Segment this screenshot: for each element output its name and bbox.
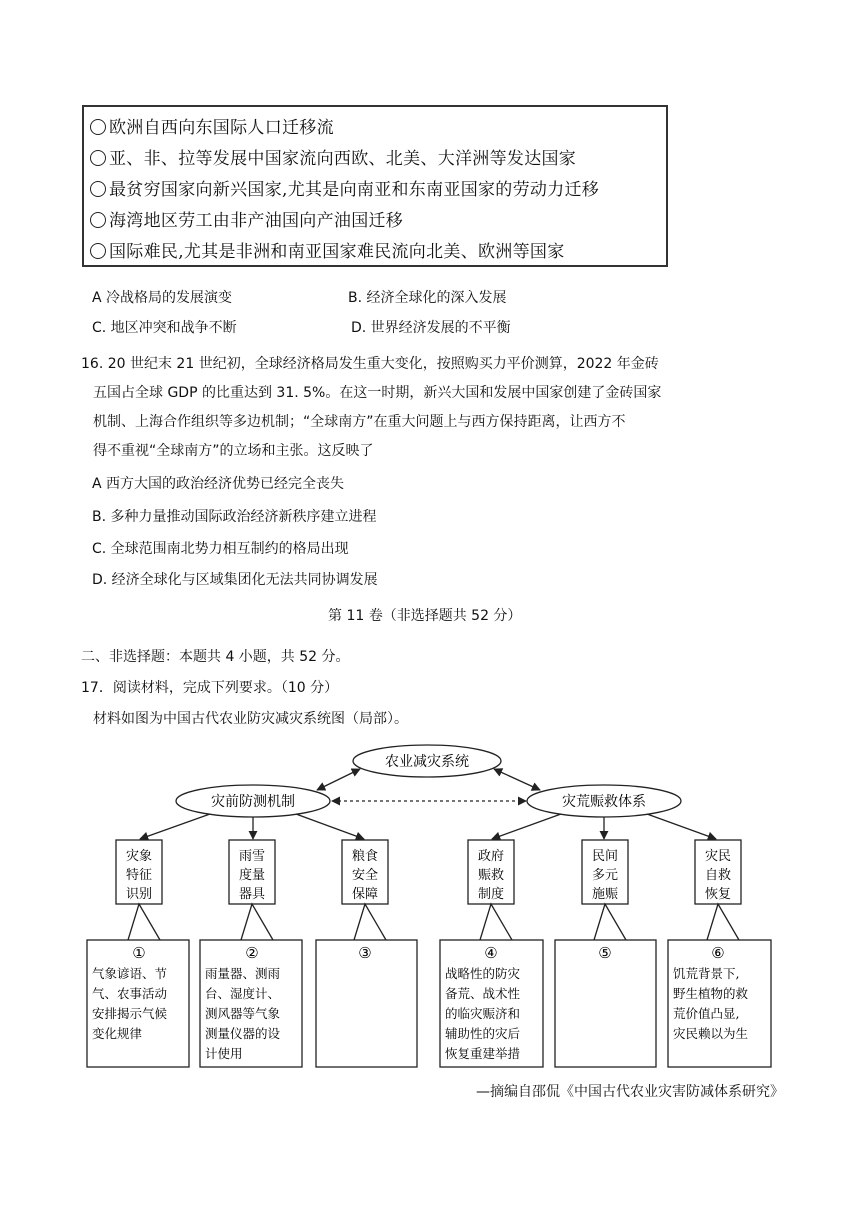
sub-node-label: 自救 [704,868,732,883]
detail-number: ⑤ [598,944,612,962]
sub-node-label: 民间 [591,849,619,864]
sub-node-label: 器具 [238,887,266,902]
detail-number: ③ [358,944,372,962]
detail-text-line: 荒价值凸显, [673,1006,740,1021]
detail-text-line: 台、湿度计、 [205,986,281,1001]
source-citation: —摘编自邵侃《中国古代农业灾害防减体系研究》 [476,1084,784,1100]
migration-line: 欧洲自西向东国际人口迁移流 [90,113,666,144]
detail-text-line: 雨量器、测雨 [205,966,281,981]
sub-node-label: 保障 [351,887,379,902]
detail-text-line: 气、农事活动 [92,986,168,1001]
sub-node-label: 制度 [477,887,505,902]
detail-text-line: 灾民赖以为生 [673,1026,749,1041]
section-instruction: 二、非选择题：本题共 4 小题，共 52 分。 [81,649,350,665]
sub-node-label: 识别 [125,887,153,902]
q16-stem-line: 五国占全球 GDP 的比重达到 31. 5%。在这一时期，新兴大国和发展中国家创建了金砖国家 [93,385,662,401]
q16-stem-line: 机制、上海合作组织等多边机制；“全球南方”在重大问题上与西方保持距离，让西方不 [93,414,626,430]
detail-number: ② [245,944,259,962]
detail-text-line: 气象谚语、节 [92,966,168,981]
q16-option-b[interactable]: B. 多种力量推动国际政治经济新秩序建立进程 [92,509,377,525]
detail-text-line: 测风器等气象 [205,1006,281,1021]
detail-text-line: 的临灾赈济和 [445,1006,521,1021]
q15-option-a[interactable]: A 冷战格局的发展演变 [92,290,233,306]
q16-option-a[interactable]: A 西方大国的政治经济优势已经完全丧失 [92,476,345,492]
q16-option-c[interactable]: C. 全球范围南北势力相互制约的格局出现 [92,541,349,557]
detail-text-line: 辅助性的灾后 [445,1026,521,1041]
sub-node-label: 雨雪 [238,849,266,864]
detail-text-line: 安排揭示气候 [92,1006,168,1021]
q17-stem: 17．阅读材料，完成下列要求。（10 分） [81,680,339,696]
sub-node-label: 安全 [351,868,379,883]
detail-text-line: 饥荒背景下, [673,966,740,981]
q15-option-b[interactable]: B. 经济全球化的深入发展 [348,290,507,306]
left-branch-label: 灾前防测机制 [211,794,295,810]
q16-stem-line: 得不重视“全球南方”的立场和主张。这反映了 [93,443,374,459]
migration-line: 亚、非、拉等发展中国家流向西欧、北美、大洋洲等发达国家 [90,144,666,175]
sub-node-label: 恢复 [704,887,732,902]
sub-node-label: 粮食 [351,849,379,864]
detail-text-line: 恢复重建举措 [445,1046,521,1061]
q16-stem-line: 16. 20 世纪末 21 世纪初，全球经济格局发生重大变化，按照购买力平价测算，2022 年金砖 [81,356,659,372]
detail-number: ④ [484,944,498,962]
sub-node-label: 灾象 [125,849,153,864]
sub-node-label: 赈救 [477,868,505,883]
root-node-label: 农业减灾系统 [385,754,469,770]
detail-text-line: 计使用 [205,1046,243,1061]
migration-line: 最贫穷国家向新兴国家,尤其是向南亚和东南亚国家的劳动力迁移 [90,175,666,206]
detail-text-line: 野生植物的救 [673,986,749,1001]
migration-line: 海湾地区劳工由非产油国向产油国迁移 [90,206,666,237]
detail-text-line: 战略性的防灾 [445,966,521,981]
q17-material-intro: 材料如图为中国古代农业防灾减灾系统图（局部）。 [93,711,408,727]
detail-number: ⑥ [711,944,725,962]
q15-option-c[interactable]: C. 地区冲突和战争不断 [92,320,237,336]
right-branch-label: 灾荒赈救体系 [562,794,646,810]
sub-node-label: 特征 [125,868,153,883]
detail-text-line: 变化规律 [92,1026,143,1041]
q16-option-d[interactable]: D. 经济全球化与区域集团化无法共同协调发展 [92,572,378,588]
sub-node-label: 政府 [477,849,505,864]
migration-line: 国际难民,尤其是非洲和南亚国家难民流向北美、欧洲等国家 [90,237,666,268]
sub-node-label: 灾民 [704,849,732,864]
detail-text-line: 测量仪器的设 [205,1026,281,1041]
sub-node-label: 度量 [238,868,266,883]
sub-node-label: 多元 [591,868,619,883]
sub-node-label: 施赈 [591,887,619,902]
detail-text-line: 备荒、战术性 [445,986,521,1001]
section-title: 第 11 卷（非选择题共 52 分） [328,608,522,624]
q15-option-d[interactable]: D. 世界经济发展的不平衡 [351,320,511,336]
detail-number: ① [132,944,146,962]
